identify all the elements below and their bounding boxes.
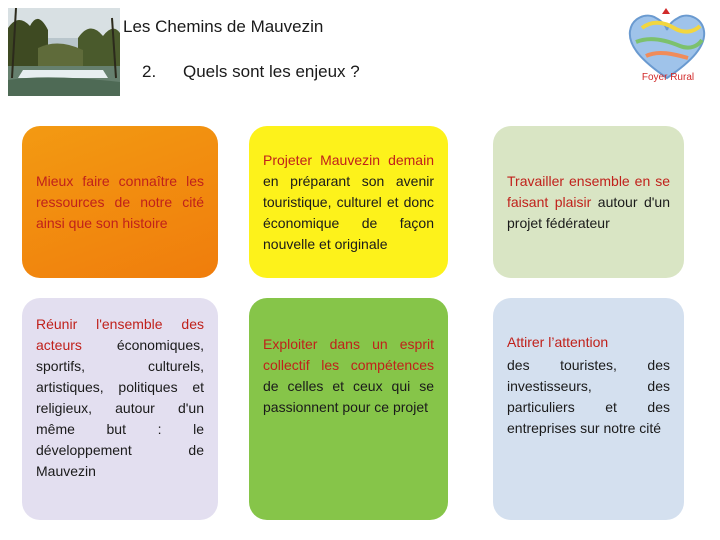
card-attirer <box>493 298 684 520</box>
card-exploiter-highlight: Exploiter dans un esprit collectif les compétences <box>263 336 434 373</box>
card-reunir-highlight: Réunir l'ensemble des acteurs <box>36 316 204 353</box>
card-projeter-text: en préparant son avenir touristique, culturel et donc économique de façon nouvelle et originale <box>263 172 434 252</box>
card-attirer-text: des touristes, des investisseurs, des particuliers et des entreprises sur notre cité <box>507 357 670 436</box>
card-reunir-text: économiques, sportifs, culturels, artistiques, politiques et religieux, autour d'un même but : le développement de Mauvezin <box>36 337 204 479</box>
card-reunir <box>22 298 218 520</box>
logo-caption: Foyer Rural <box>641 72 695 83</box>
card-travailler-highlight: Travailler ensemble en se faisant plaisir <box>507 172 670 210</box>
landscape-photo <box>8 8 120 96</box>
card-projeter-highlight: Projeter Mauvezin demain <box>263 151 434 168</box>
card-ressources <box>22 126 218 278</box>
card-exploiter <box>249 298 448 520</box>
section-number: 2. <box>142 62 157 81</box>
card-travailler <box>493 126 684 278</box>
card-projeter <box>249 126 448 278</box>
page-title: Les Chemins de Mauvezin <box>123 17 324 36</box>
card-ressources-text: Mieux faire connaître les ressources de notre cité ainsi que son histoire <box>36 172 204 231</box>
card-exploiter-text: de celles et ceux qui se passionnent pour ce projet <box>263 378 434 415</box>
card-attirer-heading: Attirer l’attention <box>507 334 609 350</box>
card-travailler-text: autour d'un projet fédérateur <box>507 193 670 231</box>
section-title: Quels sont les enjeux ? <box>183 62 360 81</box>
